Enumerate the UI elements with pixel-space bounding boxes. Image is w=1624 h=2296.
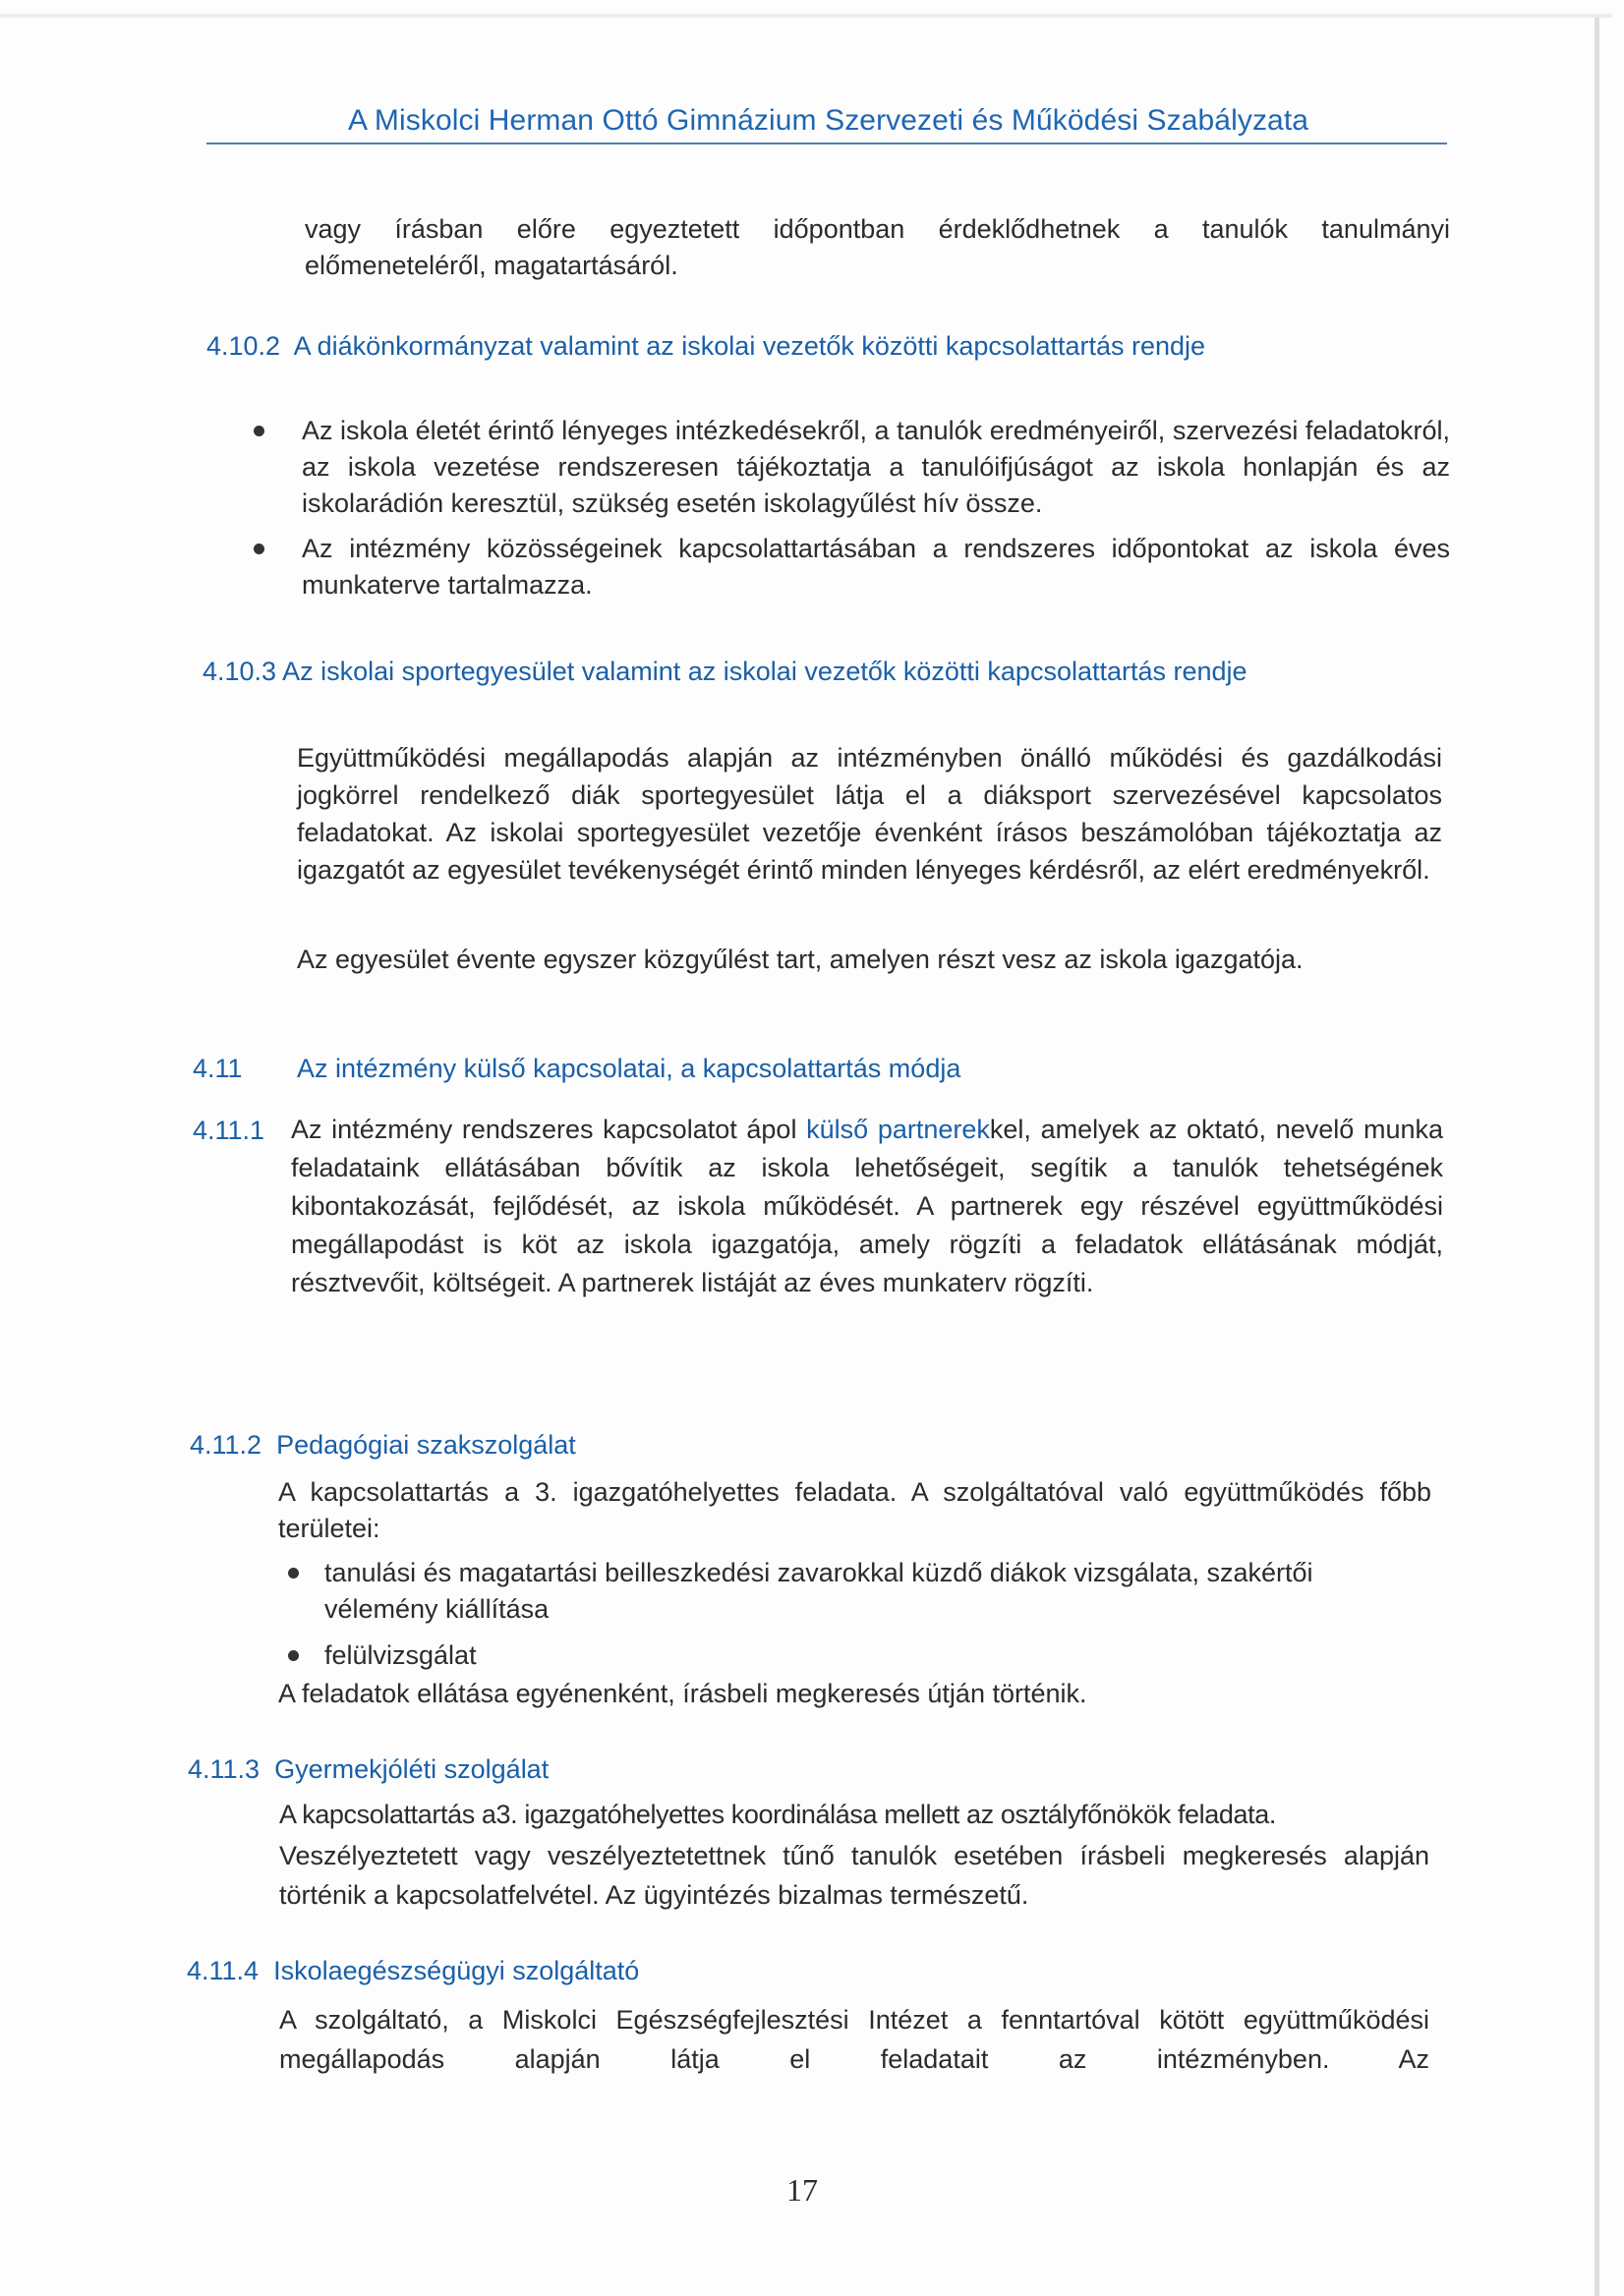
paragraph: Az egyesület évente egyszer közgyűlést tart, amelyen részt vesz az iskola igazgatója. (297, 945, 1304, 974)
page-number: 17 (786, 2172, 818, 2208)
bullet-icon (254, 544, 264, 554)
paragraph: Veszélyeztetett vagy veszélyeztetettnek tűnő tanulók esetében írásbeli megkeresés alapján történik a kapcsolatfelvétel. Az ügyintézés bizalmas természetű. (279, 1841, 1429, 1910)
section-heading-4-10-3 (203, 657, 1247, 687)
section-number: 4.10.2 (206, 331, 281, 361)
bullet-icon (254, 426, 264, 436)
section-title: Az iskolai sportegyesület valamint az iskolai vezetők közötti kapcsolattartás rendje (282, 657, 1247, 686)
section-number: 4.11.3 (188, 1754, 261, 1784)
section-number: 4.11.4 (187, 1956, 260, 1985)
section-number: 4.11.2 (190, 1430, 262, 1460)
section-title: Iskolaegészségügyi szolgáltató (273, 1956, 640, 1985)
section-number-4-11-1: 4.11.1 (193, 1116, 265, 1145)
section-title: Az intézmény külső kapcsolatai, a kapcsolattartás módja (297, 1054, 961, 1083)
header-rule (206, 143, 1447, 144)
scan-top-edge (0, 14, 1612, 18)
scan-right-edge (1595, 18, 1599, 2296)
paragraph-4-11-1 (291, 1111, 1443, 1302)
bullet-icon (288, 1650, 299, 1661)
paragraph-text: Az intézmény rendszeres kapcsolatot ápol (291, 1115, 807, 1144)
section-title: A diákönkormányzat valamint az iskolai vezetők közötti kapcsolattartás rendje (293, 331, 1206, 361)
intro-line-2: előmeneteléről, magatartásáról. (305, 251, 678, 280)
intro-paragraph (305, 211, 1450, 284)
section-number: 4.11 (193, 1054, 243, 1083)
section-heading-4-11-3 (188, 1754, 549, 1785)
paragraph: Együttműködési megállapodás alapján az intézményben önálló működési és gazdálkodási jogkörrel rendelkező diák sportegyesület látja el a diáksport szervezésével kapcsolatos feladatokat. Az iskolai sportegyesület vezetője évenként írásos beszámolóban tájékoztatja az igazgatót az egyesület tevékenységét érintő minden lényeges kérdésről, az elért eredményekről. (297, 743, 1442, 885)
section-title: Gyermekjóléti szolgálat (274, 1754, 550, 1784)
section-title: Pedagógiai szakszolgálat (276, 1430, 576, 1460)
paragraph: A kapcsolattartás a 3. igazgatóhelyettes feladata. A szolgáltatóval való együttműködés főbb területei: (278, 1477, 1431, 1543)
bullet-text: Az intézmény közösségeinek kapcsolattartásában a rendszeres időpontokat az iskola éves munkaterve tartalmazza. (302, 534, 1450, 600)
bullet-icon (288, 1568, 299, 1578)
section-number: 4.10.3 (203, 657, 277, 686)
paragraph-line: A kapcsolattartás a3. igazgatóhelyettes koordinálása mellett az osztályfőnökök feladata. (279, 1800, 1276, 1829)
paragraph-text: kel, amelyek az oktató, nevelő munka feladataink ellátásában bővítik az iskola lehetőségeit, segítik a tanulók tehetségének kibontakozását, fejlődését, az iskola működését. A partnerek egy részével együttműködési megállapodást is köt az iskola igazgatója, amely rögzíti a feladatok ellátásának módját, résztvevőit, költségeit. A partnerek listáját az éves munkaterv rögzíti. (291, 1115, 1443, 1297)
section-heading-4-11-2 (190, 1430, 576, 1461)
paragraph: A feladatok ellátása egyénenként, írásbeli megkeresés útján történik. (278, 1679, 1087, 1708)
section-heading-4-10-2 (206, 331, 1205, 362)
bullet-text: felülvizsgálat (324, 1640, 477, 1670)
running-header-title: A Miskolci Herman Ottó Gimnázium Szervezeti és Működési Szabályzata (348, 104, 1309, 137)
bullet-text: tanulási és magatartási beilleszkedési zavarokkal küzdő diákok vizsgálata, szakértői vélemény kiállítása (324, 1558, 1313, 1624)
section-heading-4-11-4 (187, 1956, 639, 1986)
intro-line-1: vagy írásban előre egyeztetett időpontban érdeklődhetnek a tanulók tanulmányi (305, 214, 1450, 244)
bullet-text: Az iskola életét érintő lényeges intézkedésekről, a tanulók eredményeiről, szervezési feladatokról, az iskola vezetése rendszeresen tájékoztatja a tanulóifjúságot az iskola honlapján és az iskolarádión keresztül, szükség esetén iskolagyűlést hív össze. (302, 416, 1450, 518)
paragraph: A szolgáltató, a Miskolci Egészségfejlesztési Intézet a fenntartóval kötött együttműködési megállapodás alapján látja el feladatait az intézményben. Az (279, 2005, 1429, 2074)
external-partners-link[interactable]: külső partnerek (806, 1115, 990, 1144)
section-heading-4-11 (193, 1054, 960, 1084)
